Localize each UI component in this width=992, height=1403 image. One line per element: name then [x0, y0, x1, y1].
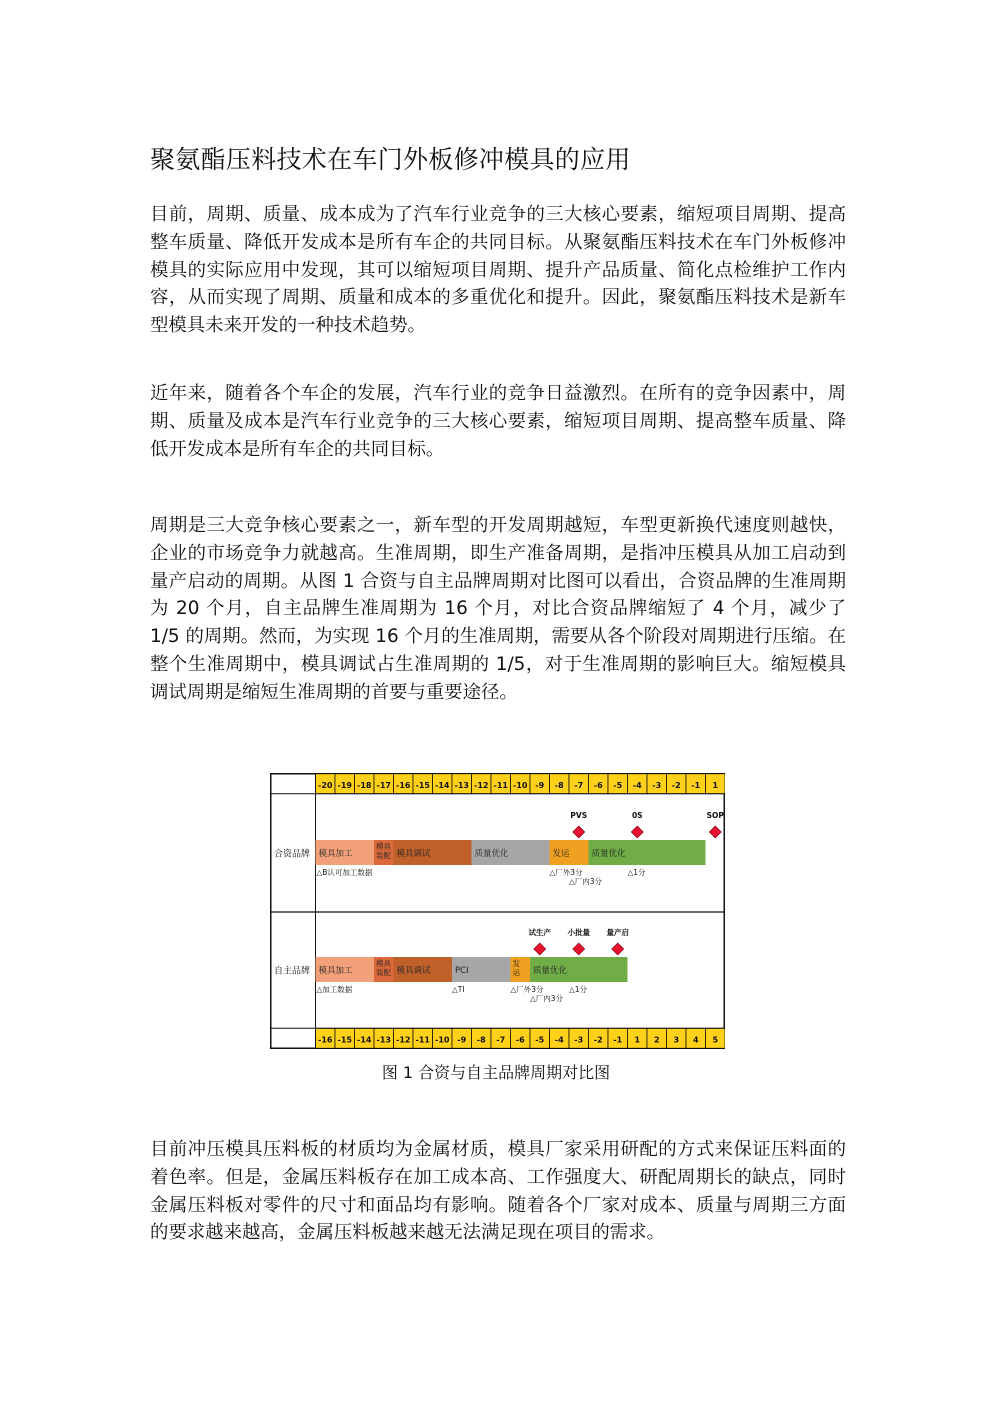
bottom-axis-tick-label: 2 — [653, 1035, 660, 1045]
bottom-axis-tick-label: -1 — [613, 1035, 623, 1045]
phase-note: △厂内3分 — [569, 877, 603, 886]
bottom-axis-tick-label: -4 — [554, 1035, 564, 1045]
top-axis-tick-label: -15 — [415, 780, 430, 790]
phase-label: 装配 — [376, 968, 391, 977]
top-axis-tick-label: -1 — [691, 780, 701, 790]
bottom-axis-tick-label: -5 — [535, 1035, 545, 1045]
phase-note: △厂内3分 — [530, 994, 564, 1003]
phase-label: 装配 — [376, 851, 391, 860]
bottom-axis-tick-label: -10 — [435, 1035, 450, 1045]
phase-label: 发运 — [552, 849, 570, 859]
figure-caption: 图 1 合资与自主品牌周期对比图 — [381, 1063, 611, 1082]
phase-label: 发 — [512, 959, 520, 968]
top-axis-tick-label: -10 — [513, 780, 528, 790]
top-axis-tick-label: -5 — [613, 780, 623, 790]
phase-label: 模具 — [376, 842, 391, 851]
top-axis-tick-label: -16 — [396, 780, 411, 790]
bottom-axis-tick-label: -14 — [357, 1035, 372, 1045]
phase-label: PCI — [455, 966, 469, 976]
top-axis-tick-label: -3 — [652, 780, 662, 790]
milestone-label: PVS — [570, 811, 588, 820]
row-label: 合资品牌 — [274, 849, 311, 860]
phase-note: △厂外3分 — [510, 985, 544, 994]
bottom-axis-tick-label: -3 — [574, 1035, 584, 1045]
phase-label: 模具 — [376, 959, 391, 968]
top-axis-tick-label: -11 — [493, 780, 508, 790]
gantt-chart — [270, 773, 725, 1049]
phase-note: △TI — [452, 985, 465, 994]
top-axis-tick-label: -4 — [632, 780, 642, 790]
chart-frame — [271, 774, 725, 1049]
bottom-axis-tick-label: 5 — [712, 1035, 719, 1045]
phase-label: 模具加工 — [318, 966, 353, 976]
top-axis-tick-label: -19 — [337, 780, 352, 790]
bottom-axis-tick-label: 4 — [692, 1035, 699, 1045]
top-axis-tick-label: -9 — [535, 780, 545, 790]
bottom-axis-tick-label: -2 — [593, 1035, 603, 1045]
bottom-axis-tick-label: -8 — [476, 1035, 486, 1045]
phase-note: △1分 — [569, 985, 588, 994]
paragraph-intro: 目前，周期、质量、成本成为了汽车行业竞争的三大核心要素，缩短项目周期、提高整车质量、降低开发成本是所有车企的共同目标。从聚氨酯压料技术在车门外板修冲模具的实际应用中发现，其可以缩短项目周期、提升产品质量、简化点检维护工作内容，从而实现了周期、质量和成本的多重优化和提升。因此，聚氨酯压料技术是新车型模具未来开发的一种技术趋势。 — [150, 204, 846, 337]
milestone-label: 小批量 — [567, 928, 590, 937]
bottom-axis-tick-label: -16 — [318, 1035, 333, 1045]
document-title: 聚氨酯压料技术在车门外板修冲模具的应用 — [150, 145, 631, 174]
bottom-axis-tick-label: 3 — [673, 1035, 680, 1045]
top-axis-tick-label: -18 — [357, 780, 372, 790]
phase-note: △加工数据 — [316, 985, 353, 994]
phase-note: △B认可加工数据 — [316, 868, 373, 877]
bottom-axis-tick-label: 1 — [634, 1035, 641, 1045]
bottom-axis-tick-label: -7 — [496, 1035, 506, 1045]
top-axis-tick-label: -7 — [574, 780, 584, 790]
top-axis-tick-label: -17 — [376, 780, 391, 790]
bottom-axis-tick-label: -9 — [457, 1035, 467, 1045]
paragraph-background: 近年来，随着各个车企的发展，汽车行业的竞争日益激烈。在所有的竞争因素中，周期、质量及成本是汽车行业竞争的三大核心要素，缩短项目周期、提高整车质量、降低开发成本是所有车企的共同目标。 — [150, 383, 846, 460]
milestone-label: SOP — [706, 811, 724, 820]
bottom-axis-tick-label: -12 — [396, 1035, 411, 1045]
phase-label: 质量优化 — [474, 849, 509, 859]
paragraph-cycle: 周期是三大竞争核心要素之一，新车型的开发周期越短，车型更新换代速度则越快，企业的市场竞争力就越高。生准周期，即生产准备周期，是指冲压模具从加工启动到量产启动的周期。从图 1 合资与自主品牌周期对比图可以看出，合资品牌的生准周期为 20 个月，自主品牌生准周期为 16 个月，对比合资品牌缩短了 4 个月，减少了 1/5 的周期。然而，为实现 16 个月的生准周期，需要从各个阶段对周期进行压缩。在整个生准周期中，模具调试占生准周期的 1/5，对于生准周期的影响巨大。缩短模具调试周期是缩短生准周期的首要与重要途径。 — [150, 515, 846, 703]
phase-note: △1分 — [627, 868, 646, 877]
paragraph-pressure-plate: 目前冲压模具压料板的材质均为金属材质，模具厂家采用研配的方式来保证压料面的着色率。但是，金属压料板存在加工成本高、工作强度大、研配周期长的缺点，同时金属压料板对零件的尺寸和面品均有影响。随着各个厂家对成本、质量与周期三方面的要求越来越高，金属压料板越来越无法满足现在项目的需求。 — [150, 1139, 846, 1244]
bottom-axis-tick-label: -11 — [415, 1035, 430, 1045]
phase-label: 模具调试 — [396, 849, 431, 859]
phase-label: 模具加工 — [318, 849, 353, 859]
top-axis-tick-label: -2 — [671, 780, 681, 790]
top-axis-tick-label: -12 — [474, 780, 489, 790]
top-axis-tick-label: -8 — [554, 780, 564, 790]
phase-label: 质量优化 — [533, 966, 568, 976]
phase-label: 模具调试 — [396, 966, 431, 976]
bottom-axis-tick-label: -13 — [376, 1035, 391, 1045]
top-axis-tick-label: -14 — [435, 780, 450, 790]
top-axis-tick-label: -13 — [454, 780, 469, 790]
phase-label: 质量优化 — [591, 849, 626, 859]
bottom-axis-tick-label: -6 — [515, 1035, 525, 1045]
top-axis-tick-label: -20 — [318, 780, 333, 790]
top-axis-tick-label: 1 — [712, 780, 719, 790]
milestone-label: 试生产 — [528, 928, 551, 937]
phase-label: 运 — [512, 968, 520, 977]
phase-note: △厂外3分 — [549, 868, 583, 877]
bottom-axis-tick-label: -15 — [337, 1035, 352, 1045]
milestone-label: 量产启 — [606, 928, 629, 937]
cycle-comparison-figure — [270, 773, 725, 1049]
row-label: 自主品牌 — [274, 966, 311, 977]
milestone-label: 0S — [631, 811, 643, 820]
top-axis-tick-label: -6 — [593, 780, 603, 790]
